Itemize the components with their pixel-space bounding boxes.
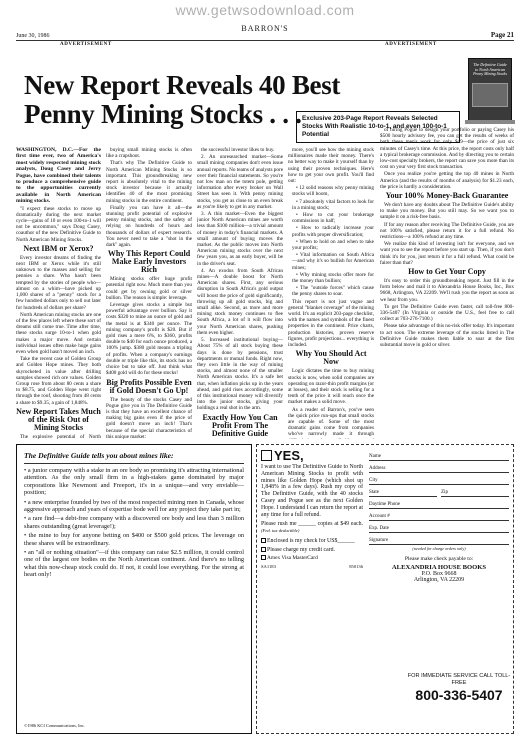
order-code: SA1183: [261, 564, 276, 570]
company-pobox: P.O. Box 9668: [421, 571, 457, 577]
daytime-phone-field[interactable]: Daytime Phone: [369, 501, 509, 509]
article-paragraph: North American mining stocks are one of the few places left where these sort of dreams still come true. Time after time, these stocks surge 10-to-1 when gold makes a major move. And certain individual issues often make huge gains even when gold hasn't moved an inch.: [16, 311, 101, 355]
article-paragraph: Take the recent case of Golden Group and Golden Hope mines. They both skyrocketed in value after drilling samples showed rich ore values. Golden Group rose from about 80 cents a share to $8.75, and Golden Hope went right through the roof, shooting from 48 cents a share to $9.35, a gain of 1,848%.: [16, 356, 101, 406]
yes-checkbox[interactable]: [261, 450, 272, 461]
article-paragraph: If for any reason after receiving The Definitive Guide, you are not 100% satisfied, please return it for a full refund. No restrictions—a 100% refund at any time.: [380, 221, 514, 241]
section-heading: How to Get Your Copy: [408, 267, 486, 277]
order-body: I want to use The Definitive Guide to North American Mining Stocks to profit with mines like Golden Hope (which shot up 1,848% in a few days). Rush my copy of The Definitive Guide, with the 40 stocks Casey and Pogue see as the next Golden Hope. I understand I can return the report at any time for a full refund.: [261, 464, 363, 518]
article-paragraph: The beauty of the stocks Casey and Pogue give you in The Definitive Guide is that they have an excellent chance of making big gains even if the price of gold doesn't move an inch! That's because of the special characteristics of this unique market:: [106, 396, 192, 439]
copyright: ©1986 KCI Communications, Inc.: [24, 723, 85, 728]
payment-card-option[interactable]: [261, 547, 363, 554]
mine-description-item: • a rare find—a debt-free company with a discovered ore body and less than 3 million shares outstanding (great leverage!);: [24, 515, 244, 530]
charge-card-label: Please charge my credit card.: [267, 546, 335, 553]
section-heading: Your 100% Money-Back Guarantee: [385, 191, 509, 201]
mines-info-box: [16, 444, 252, 734]
order-form-fields: [369, 453, 509, 583]
article-paragraph: Leverage gives stocks a simple but powerful advantage over bullion. Say it costs $320 to mine an ounce of gold and the metal is at $340 per ounce. The mining company's profit is $20. But if gold rises a mere 6%, to $360, profits double to $40 for each ounce produced, a 100% jump. $380 gold means a tripling of profits. When a company's earnings double or triple like this, its stock has no choice but to take off. Just think what $400 gold will do for these stocks!: [106, 302, 192, 377]
check-enclosed-label: Enclosed is my check for US$______: [267, 537, 355, 544]
card-types-label: Amex Visa MasterCard: [267, 554, 318, 561]
mine-description-item: • a junior company with a stake in an ore body so promising it's attracting international attention. As the only small firm in a high-stakes game dominated by major corporations like Newmont and Freeport, it's in a unique—and very enviable—position;: [24, 467, 244, 497]
article-paragraph: Finally you can have it all—the stunning profit potential of explosive penny mining stocks, and the safety of relying on hundreds of hours and thousands of dollars of expert research. You never need to take a "shot in the dark" again.: [106, 204, 192, 249]
article-lead: WASHINGTON, D.C.—For the first time ever, two of America's most widely respected mining stock analysts, Doug Casey and Jerry Pogue, have combined their talents to produce a comprehensive guide to the opportunities currently available in North American mining stocks.: [16, 147, 101, 205]
article-paragraph: This report is not just vague and general "blanket coverage" of the mining world. It's an explicit 203-page checklist, with the names and symbols of the finest properties in the continent. Price charts, production histories, proven reserve figures, profit projections... everything is included.: [288, 298, 374, 349]
feature-bullet-item: • Vital information on South Africa—and why it's so bullish for American mines;: [292, 252, 374, 271]
signature-note: (needed for charge orders only): [412, 546, 466, 551]
feature-bullet-item: • How to cut your brokerage commissions in half;: [292, 212, 374, 225]
mine-description-item: • an "all or nothing situation"—if this company can raise $2.5 million, it could control one of the largest ore bodies on the North American continent. And there's no telling what this now-cheap stock could do. If not, it could lose everything. For the strong at heart only!: [24, 549, 244, 579]
article-paragraph: We realize this kind of investing isn't for everyone, and we want you to see the report before you start up. Then, if you don't think it's for you, just return it for a full refund. What could be fairer than that?: [380, 241, 514, 266]
article-paragraph: buying small mining stocks is often like a crapshoot.: [106, 147, 192, 160]
order-coupon: [256, 444, 514, 734]
book-cover-title: The Definitive Guide to North American Penny Mining Stocks: [473, 62, 507, 77]
book-cover-shadow: [465, 120, 515, 124]
section-heading: Big Profits Possible Even if Gold Doesn't Go Up!: [106, 377, 192, 395]
article-paragraph: 2. An unresearched market—Some small mining companies don't even issue annual reports. No teams of analysts pore over their financial statements. So you're not low man on the totem pole, getting information after every broker on Wall Street has seen it. With penny mining stocks, you get as close to an even break as you're likely to get in any market.: [197, 154, 283, 210]
mines-box-title: The Definitive Guide tells you about mines like:: [24, 451, 174, 460]
card-type-checkbox[interactable]: [261, 555, 266, 560]
section-heading: Exactly How You Can Profit From The Definitive Guide: [202, 412, 278, 438]
advertisement-label-left: ADVERTISEMENT: [60, 42, 112, 47]
article-column-3: [197, 147, 283, 439]
article-paragraph: Once you realize you're getting the top 40 mines in North America (and the results of months of analysis) for $1.23 each, the price is hardly a consideration.: [380, 171, 514, 190]
rush-copies-text: Please rush me ______ copies at $49 each.: [261, 521, 363, 528]
feature-bullet-item: • When to hold on and when to take your profits;: [292, 238, 374, 252]
article-paragraph: the successful investor likes to buy.: [201, 147, 275, 153]
charge-card-checkbox[interactable]: [261, 547, 266, 552]
headline-line-2: Penny Mining Stocks . . .: [24, 99, 302, 129]
company-name: ALEXANDRIA HOUSE BOOKS: [391, 564, 487, 571]
toll-free-phone[interactable]: 800-336-5407: [415, 687, 503, 704]
state-field[interactable]: State: [369, 489, 437, 497]
book-cover-graphic: [472, 83, 508, 107]
payment-check-option[interactable]: [261, 538, 363, 545]
article-column-1: [16, 147, 101, 439]
address-field[interactable]: Address: [369, 465, 509, 473]
callout-text: Exclusive 203-Page Report Reveals Selected Stocks With Realistic 10-to-1, and even 100-to-1 Potential: [302, 115, 447, 138]
rush-copies: [261, 521, 363, 535]
mine-description-item: • the mine to buy for anyone betting on $400 or $500 gold prices. The leverage on these shares will be extraordinary.: [24, 532, 244, 547]
watermark-url: www.getwsodownload.com: [175, 2, 355, 18]
article-paragraph: more, you'll see how the mining stock millionaires made their money. There's no better way to make it yourself than by using their proven techniques. Here's how to get your own profit. You'll find out:: [288, 147, 374, 185]
account-number-field[interactable]: Account #: [369, 513, 509, 521]
card-type-options[interactable]: [261, 555, 363, 562]
article-paragraph: We don't have any doubts about The Definitive Guide's ability to make you money. But you still may. So we want you to sample it on a risk-free basis.: [380, 202, 514, 221]
order-form-left: [261, 449, 363, 569]
article-paragraph: To get The Definitive Guide even faster, call toll-free 800-336-5407 (In Virginia or outside the U.S., feel free to call collect at 703-276-7100.): [380, 303, 514, 323]
article-paragraph: Every investor dreams of finding the next IBM or Xerox while it's still unknown to the masses and selling for pennies a share. Who hasn't been tempted by the stories of people who—almost on a whim—have picked up 1,000 shares of a "penny" stock for a few hundred dollars only to sell out later for hundreds of dollars per share?: [16, 254, 101, 311]
headline-line-1: New Report Reveals 40 Best: [24, 70, 341, 100]
exp-date-field[interactable]: Exp. Date: [369, 525, 509, 533]
feature-bullet-list: [288, 185, 374, 297]
yes-label: YES,: [274, 448, 304, 463]
mines-box-rule: [24, 463, 244, 464]
article-paragraph: Please take advantage of this no-risk offer today. It's important to act soon. The extreme leverage of the stocks listed in The Definitive Guide makes them liable to soar at the first substantial move in gold or silver.: [380, 323, 514, 349]
toll-free-block: [407, 673, 511, 703]
article-column-2: [106, 147, 192, 439]
book-cover-image: [468, 58, 512, 122]
feature-bullet-item: • The "outside forces" which cause the penny shares to soar.: [292, 285, 374, 298]
feature-bullet-item: • 12 solid reasons why penny mining stocks will boom,: [292, 185, 374, 198]
article-paragraph: As a reader of Barron's, you've seen the quick price run-ups that small stocks are capable of. Some of the most dramatic gains come from companies who've narrowly made it through: [288, 406, 374, 438]
name-field[interactable]: Name: [369, 453, 509, 461]
header-date: June 30, 1986: [16, 33, 50, 39]
order-code-2: 850136: [349, 564, 363, 570]
section-heading: Why This Report Could Make Early Investors Rich: [107, 249, 191, 275]
article-paragraph: It's easy to order this groundbreaking report. Just fill in the form below and mail it to Alexandria House Books, Inc., Box 9668, Arlington, VA 22209. We'll rush you the report as soon as we hear from you.: [380, 278, 514, 303]
section-heading: Why You Should Act Now: [295, 349, 367, 367]
article-column-4: [288, 147, 374, 439]
article-paragraph: Logic dictates the time to buy mining stocks is now, when solid companies are operating on razor-thin profit margins (or at losses), and their stock is selling for a tenth of the price it will reach once the market makes a solid move.: [288, 368, 374, 406]
article-paragraph: 3. A thin market—Even the biggest junior North American mines are worth less than $100 million—a trivial amount of money in today's financial markets. A small amount of buying moves the market. As the public moves into North American mining stocks over the next few years you, as an early buyer, will be in the driver's seat.: [197, 211, 283, 267]
feature-bullet-item: • 7 absolutely vital factors to look for in a mining stock;: [292, 198, 374, 211]
city-field[interactable]: City: [369, 477, 509, 485]
zip-field[interactable]: Zip: [441, 489, 509, 497]
mine-description-item: • a new enterprise founded by two of the most respected mining men in Canada, whose aggressive approach and years of expertise bode well for any project they take part in;: [24, 498, 244, 514]
header-rule: [16, 40, 514, 41]
feature-bullet-item: • How to radically increase your profits with proper diversification;: [292, 225, 374, 238]
feature-bullet-item: • Why mining stocks offer more for the money than bullion;: [292, 271, 374, 285]
article-paragraph: "I expect these stocks to move up dramatically during the next market cycle—gains of 10 or even 100-to-1 will not be uncommon," says Doug Casey, coauthor of the new Definitive Guide to North American Mining Stocks.: [16, 205, 101, 243]
signature-field[interactable]: Signature: [369, 537, 509, 545]
article-paragraph: That's why The Definitive Guide to North American Mining Stocks is so important. This groundbreaking new report is absolutely vital to the mining stock investor because it actually identifies 40 of the most promising mining stocks in the entire continent.: [106, 160, 192, 204]
header-page: Page 21: [490, 31, 514, 39]
article-column-5: [380, 127, 514, 439]
company-city: Arlington, VA 22209: [413, 577, 465, 583]
article-paragraph: of hiring Pogue to design your portfolio or paying Casey his $500 hourly advisory fee, you can get the results of weeks of both these men's work for only $49—the price of just six minutes of Casey's time. At this price, the report costs only half a typical brokerage commission. And by directing you to certain low-cost specialty brokers, the report can save you more than its cost on your very first stock transaction.: [380, 127, 514, 171]
payable-label: Please make check payable to:: [404, 556, 474, 562]
mines-list: [24, 467, 244, 581]
order-codes: [261, 564, 363, 569]
advertisement-label-right: ADVERTISEMENT: [385, 42, 437, 47]
header-publication: BARRON'S: [241, 24, 289, 33]
article-paragraph: The explosive potential of North: [20, 433, 101, 439]
rush-copies-note: (Fed. tax deductible): [261, 528, 300, 534]
article-paragraph: 4. An exodus from South African mines—A double boost for North American shares. First, any serious disruption in South Africa's gold output will boost the price of gold significantly, throwing up all gold stocks, big and small alike. Second, as more and more mining stock money continues to flee South Africa, a lot of it will flow into your North American shares, pushing them even higher.: [197, 267, 283, 336]
article-paragraph: Mining stocks offer huge profit potential right now. Much more than you could get by owning gold or silver bullion. The reason is simple: leverage.: [106, 276, 192, 301]
check-enclosed-checkbox[interactable]: [261, 538, 266, 543]
immediate-service-label: FOR IMMEDIATE SERVICE CALL TOLL-FREE: [407, 673, 511, 686]
section-heading: Next IBM or Xerox?: [23, 243, 94, 253]
section-heading: New Report Takes Much of the Risk Out of Mining Stocks: [16, 406, 101, 432]
article-paragraph: 5. Increased institutional buying—About 75% of all stock buying these days is done by pensions, trust departments or mutual funds. Right now, they own little in the way of mining stocks, and almost none of the smaller North American stocks. It's a safe bet that, when inflation picks up in the years ahead, and gold rises accordingly, some of this institutional money will diversify into the junior stocks, giving your holdings a real shot in the arm.: [197, 337, 283, 412]
